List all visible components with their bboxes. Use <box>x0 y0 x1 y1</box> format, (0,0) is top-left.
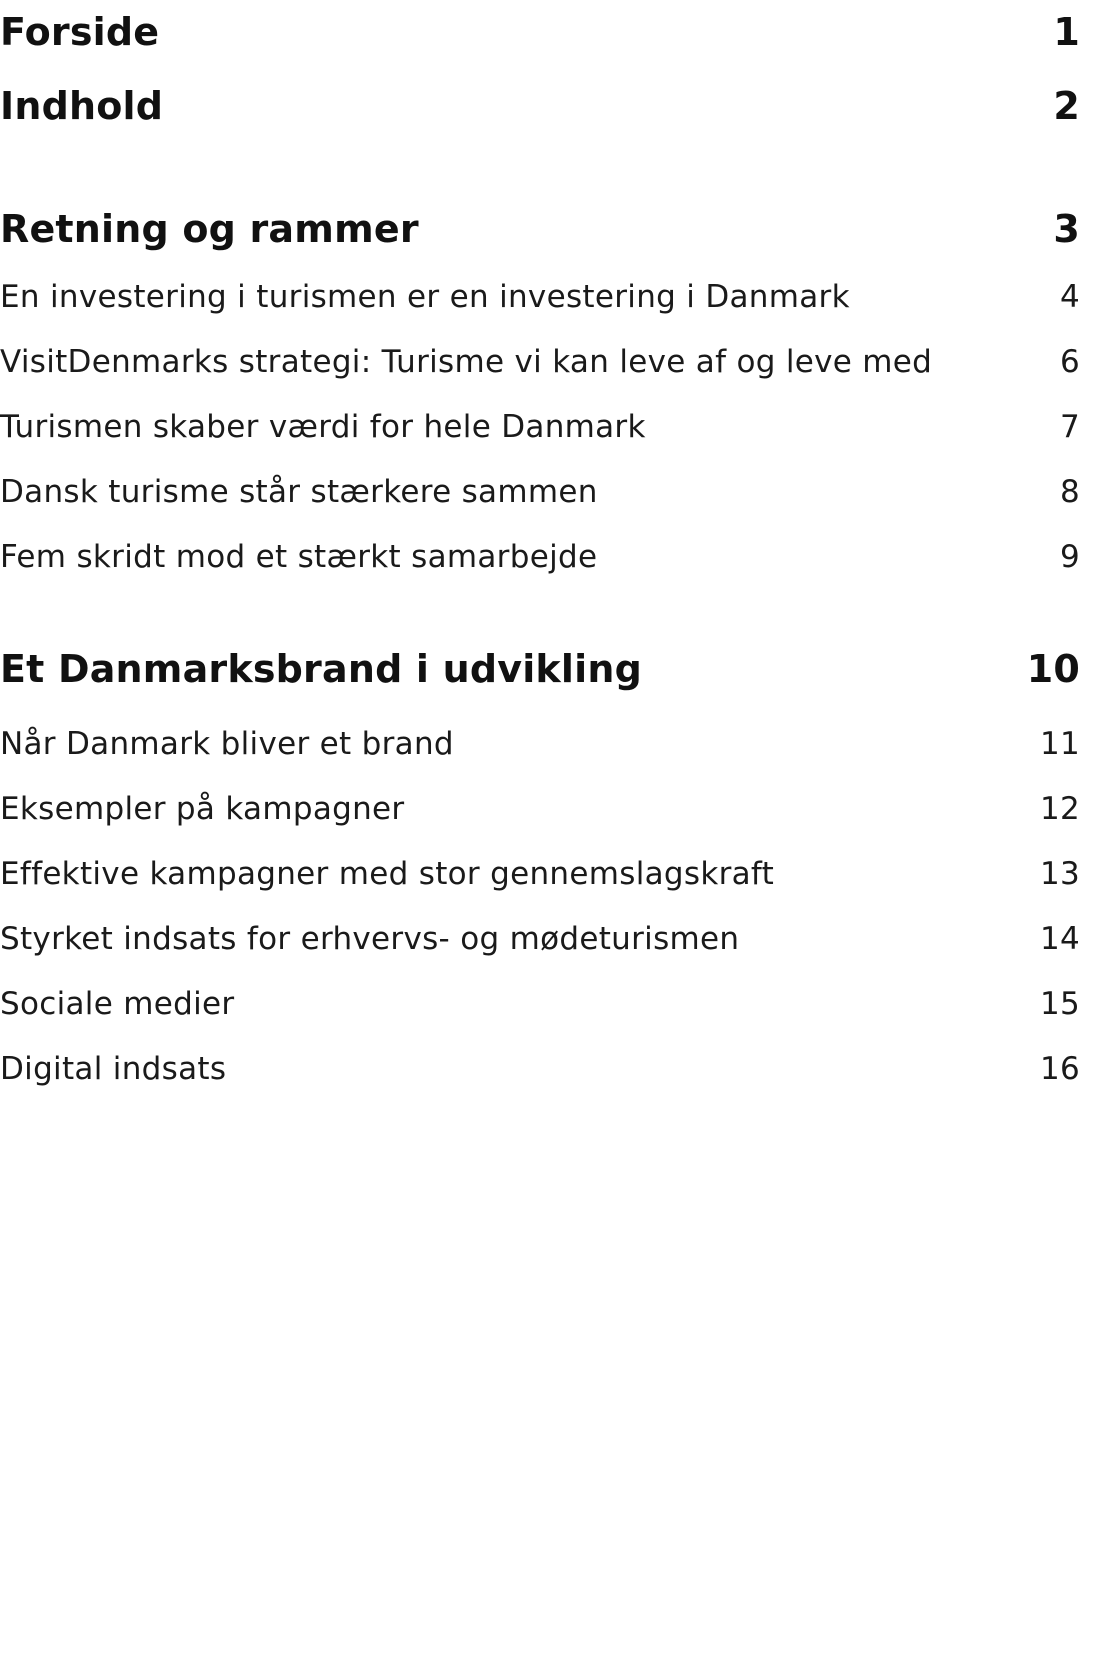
toc-entry[interactable] <box>0 982 1080 1026</box>
toc-entry[interactable] <box>0 405 1080 449</box>
toc-entry-label: Fem skridt mod et stærkt samarbejde <box>0 539 598 575</box>
toc-entry[interactable] <box>0 722 1080 766</box>
toc-entry-page: 11 <box>1039 726 1080 762</box>
toc-entry-forside[interactable] <box>0 8 1080 56</box>
toc-entry-page: 1 <box>1053 10 1080 54</box>
toc-entry-page: 6 <box>1059 344 1080 380</box>
toc-entry-label: Styrket indsats for erhvervs- og mødeturismen <box>0 921 740 957</box>
toc-entry[interactable] <box>0 787 1080 831</box>
toc-entry[interactable] <box>0 340 1080 384</box>
toc-entry[interactable] <box>0 535 1080 579</box>
toc-section-label: Et Danmarksbrand i udvikling <box>0 647 643 691</box>
toc-section-danmarksbrand[interactable] <box>0 645 1080 693</box>
toc-section-label: Retning og rammer <box>0 207 419 251</box>
toc-entry[interactable] <box>0 917 1080 961</box>
toc-entry-page: 7 <box>1059 409 1080 445</box>
toc-entry-label: VisitDenmarks strategi: Turisme vi kan leve af og leve med <box>0 344 933 380</box>
toc-entry-page: 15 <box>1039 986 1080 1022</box>
toc-entry-label: En investering i turismen er en investering i Danmark <box>0 279 850 315</box>
toc-entry[interactable] <box>0 470 1080 514</box>
toc-entry[interactable] <box>0 852 1080 896</box>
toc-section-page: 10 <box>1026 647 1080 691</box>
toc-entry-label: Når Danmark bliver et brand <box>0 726 454 762</box>
toc-entry-page: 12 <box>1039 791 1080 827</box>
toc-entry-label: Effektive kampagner med stor gennemslagskraft <box>0 856 775 892</box>
toc-entry-label: Eksempler på kampagner <box>0 791 405 827</box>
toc-entry-page: 4 <box>1059 279 1080 315</box>
toc-entry-page: 14 <box>1039 921 1080 957</box>
toc-entry[interactable] <box>0 275 1080 319</box>
toc-entry[interactable] <box>0 1047 1080 1091</box>
toc-entry-page: 13 <box>1039 856 1080 892</box>
toc-section-retning-og-rammer[interactable] <box>0 205 1080 253</box>
toc-entry-page: 2 <box>1053 84 1080 128</box>
toc-entry-label: Indhold <box>0 84 164 128</box>
toc-entry-page: 8 <box>1059 474 1080 510</box>
toc-entry-label: Turismen skaber værdi for hele Danmark <box>0 409 646 445</box>
toc-section-page: 3 <box>1053 207 1080 251</box>
toc-entry-page: 9 <box>1059 539 1080 575</box>
toc-entry-label: Sociale medier <box>0 986 235 1022</box>
toc-entry-label: Forside <box>0 10 160 54</box>
toc-entry-page: 16 <box>1039 1051 1080 1087</box>
toc-entry-indhold[interactable] <box>0 82 1080 130</box>
toc-entry-label: Digital indsats <box>0 1051 227 1087</box>
toc-entry-label: Dansk turisme står stærkere sammen <box>0 474 598 510</box>
